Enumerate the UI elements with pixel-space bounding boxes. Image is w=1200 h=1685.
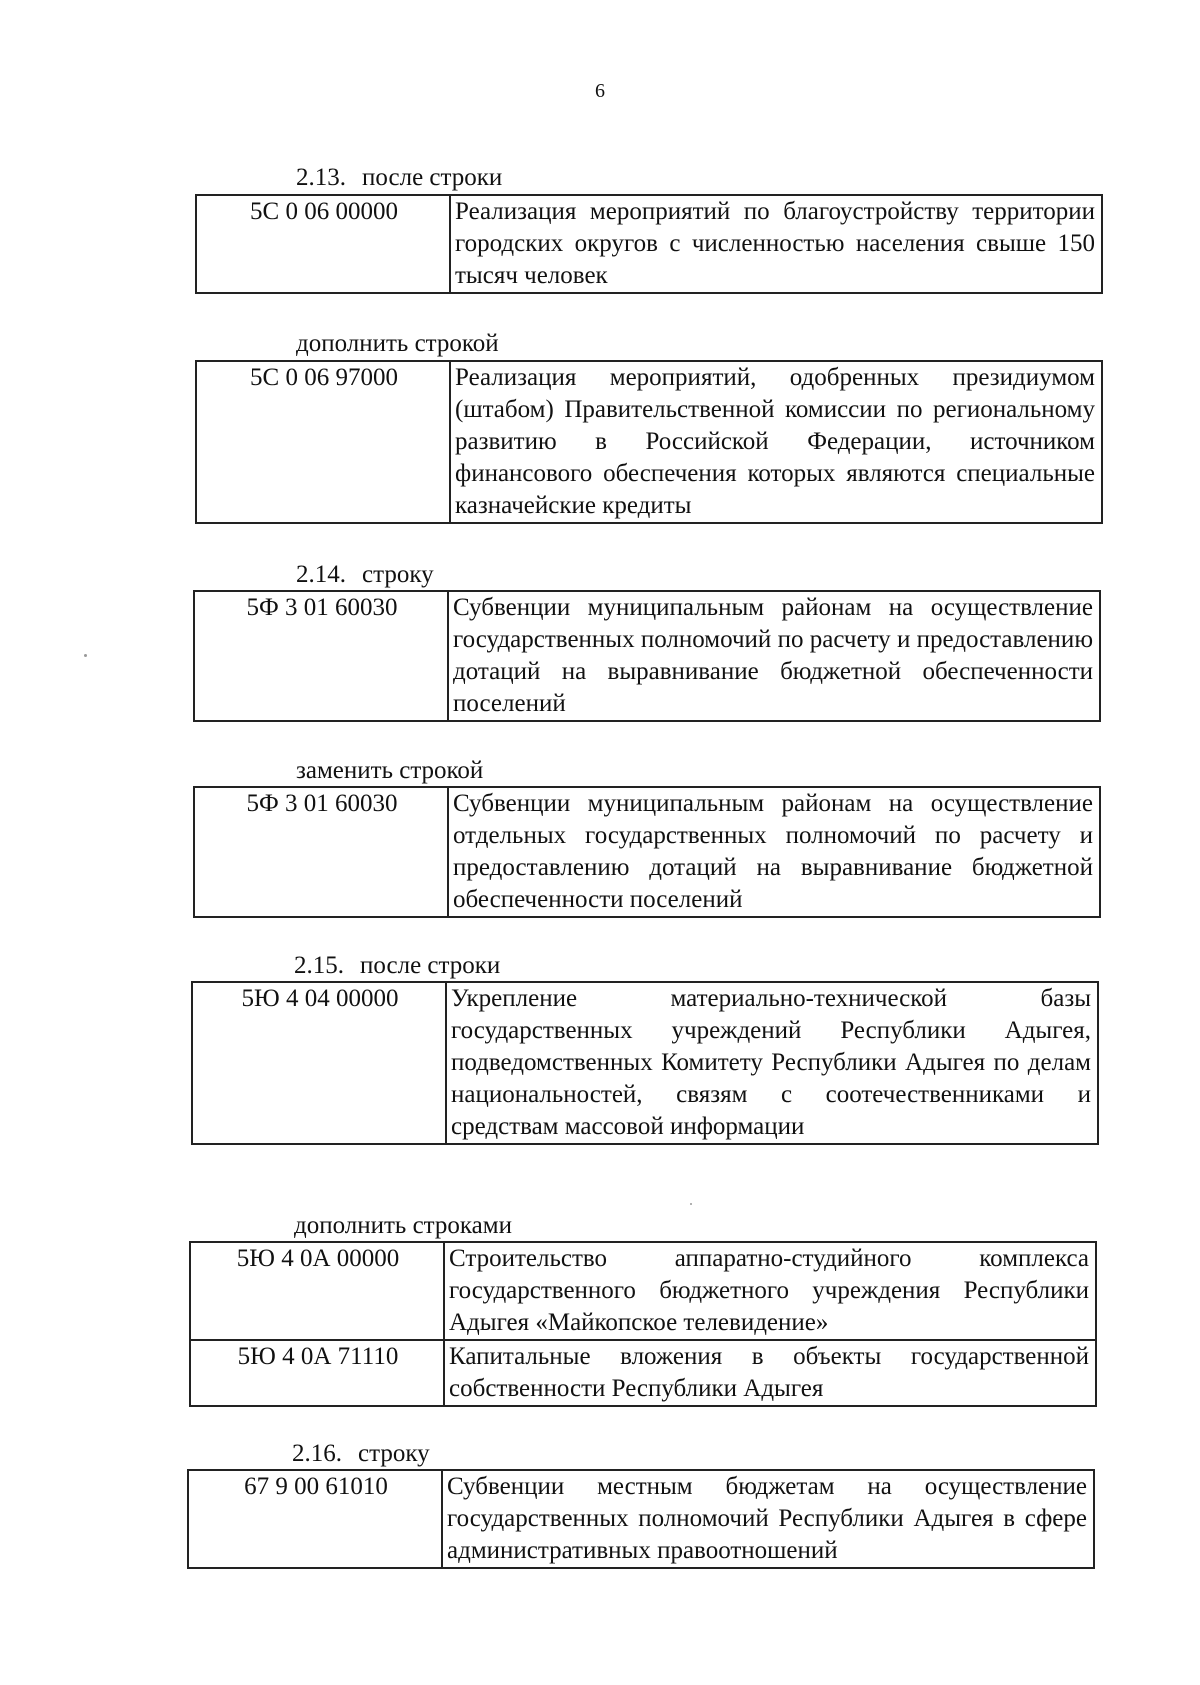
amendment-table — [189, 1241, 1097, 1407]
table-row — [196, 361, 1102, 523]
description-cell: Субвенции муниципальным районам на осуществление государственных полномочий по расчету и предоставлению дотаций на выравнивание бюджетной обеспеченности поселений — [448, 591, 1100, 721]
budget-code-cell: 5С 0 06 97000 — [196, 361, 450, 523]
heading-text: строку — [362, 561, 434, 588]
amendment-table — [191, 981, 1099, 1145]
heading-text: после строки — [360, 952, 501, 979]
heading-number: 2.15. — [294, 952, 344, 979]
heading-number: 2.13. — [296, 164, 346, 191]
page-number: 6 — [595, 80, 605, 102]
description-cell: Капитальные вложения в объекты государственной собственности Республики Адыгея — [444, 1340, 1096, 1406]
section-heading-add-rows — [294, 1212, 512, 1240]
budget-code-cell: 5Ю 4 04 00000 — [192, 982, 446, 1144]
description-cell: Строительство аппаратно-студийного комплекса государственного бюджетного учреждения Республики Адыгея «Майкопское телевидение» — [444, 1242, 1096, 1340]
section-heading-replace-row — [296, 757, 483, 785]
section-heading-2-16 — [292, 1440, 430, 1468]
amendment-table — [195, 360, 1103, 524]
section-heading-add-row — [296, 330, 499, 358]
table-row — [188, 1470, 1094, 1568]
heading-text: дополнить строкой — [296, 330, 499, 357]
heading-text: дополнить строками — [294, 1212, 512, 1239]
heading-text: после строки — [362, 164, 503, 191]
section-heading-2-14 — [296, 561, 434, 589]
table-row — [194, 591, 1100, 721]
table-row — [196, 195, 1102, 293]
amendment-table — [193, 590, 1101, 722]
table-row — [192, 982, 1098, 1144]
budget-code-cell: 5Ф 3 01 60030 — [194, 787, 448, 917]
table-row — [190, 1242, 1096, 1340]
heading-number: 2.16. — [292, 1440, 342, 1467]
section-heading-2-15 — [294, 952, 500, 980]
heading-text: строку — [358, 1440, 430, 1467]
budget-code-cell: 5С 0 06 00000 — [196, 195, 450, 293]
amendment-table — [195, 194, 1103, 294]
amendment-table — [193, 786, 1101, 918]
description-cell: Реализация мероприятий, одобренных президиумом (штабом) Правительственной комиссии по региональному развитию в Российской Федерации, источником финансового обеспечения которых являются специальные казначейские кредиты — [450, 361, 1102, 523]
budget-code-cell: 67 9 00 61010 — [188, 1470, 442, 1568]
description-cell: Укрепление материально-технической базы государственных учреждений Республики Адыгея, подведомственных Комитету Республики Адыгея по делам национальностей, связям с соотечественниками и средствам массовой информации — [446, 982, 1098, 1144]
description-cell: Субвенции местным бюджетам на осуществление государственных полномочий Республики Адыгея в сфере административных правоотношений — [442, 1470, 1094, 1568]
description-cell: Субвенции муниципальным районам на осуществление отдельных государственных полномочий по расчету и предоставлению дотаций на выравнивание бюджетной обеспеченности поселений — [448, 787, 1100, 917]
budget-code-cell: 5Ф 3 01 60030 — [194, 591, 448, 721]
budget-code-cell: 5Ю 4 0А 00000 — [190, 1242, 444, 1340]
heading-number: 2.14. — [296, 561, 346, 588]
scan-speck — [84, 654, 87, 657]
budget-code-cell: 5Ю 4 0А 71110 — [190, 1340, 444, 1406]
table-row — [190, 1340, 1096, 1406]
description-cell: Реализация мероприятий по благоустройству территории городских округов с численностью населения свыше 150 тысяч человек — [450, 195, 1102, 293]
scan-speck — [690, 1203, 692, 1205]
table-row — [194, 787, 1100, 917]
section-heading-2-13 — [296, 164, 502, 192]
heading-text: заменить строкой — [296, 757, 484, 784]
amendment-table — [187, 1469, 1095, 1569]
